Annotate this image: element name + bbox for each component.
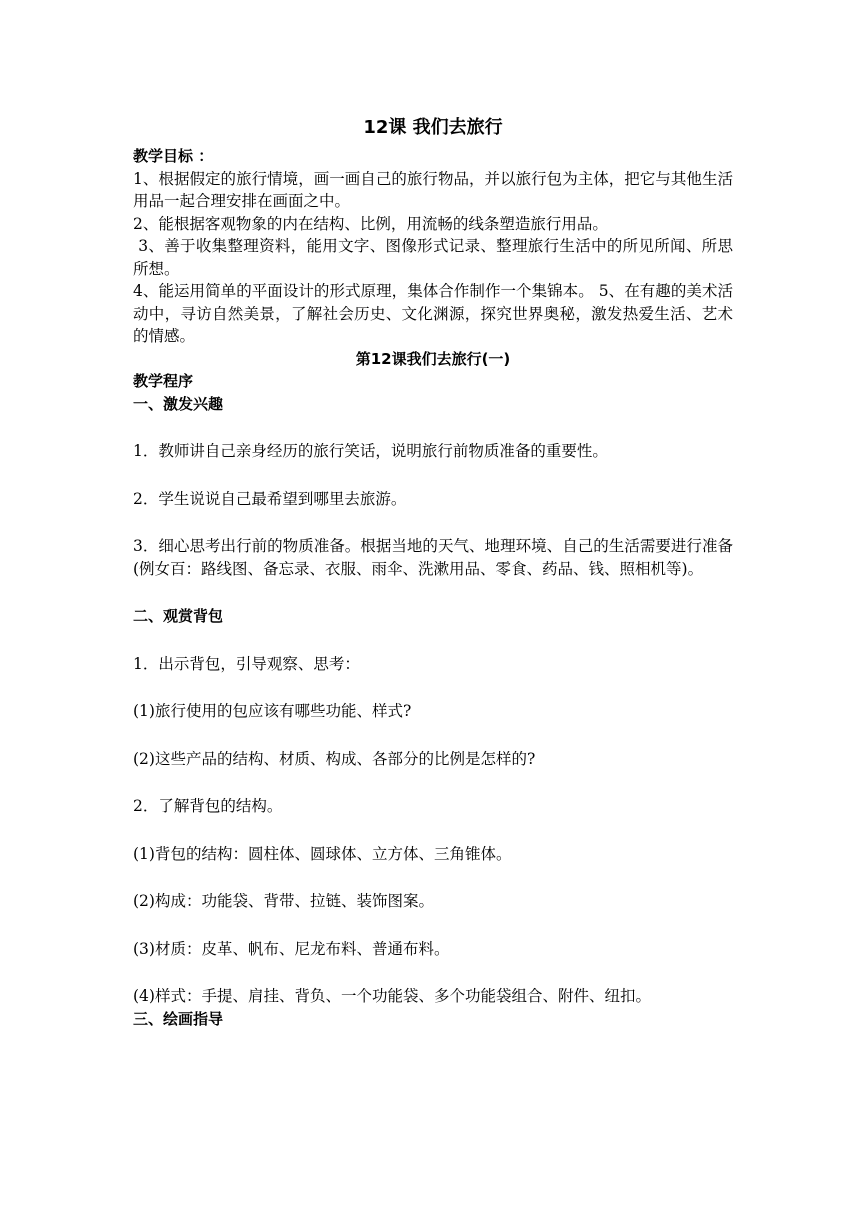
- list-item: 2．学生说说自己最希望到哪里去旅游。: [133, 489, 407, 508]
- section-heading: 三、绘画指导: [133, 1009, 224, 1028]
- list-item: 1．出示背包，引导观察、思考：: [133, 654, 360, 673]
- list-item: (1)旅行使用的包应该有哪些功能、样式?: [133, 702, 412, 720]
- list-item: (4)样式：手提、肩挂、背负、一个功能袋、多个功能袋组合、附件、纽扣。: [133, 987, 651, 1005]
- goal-item: 4、能运用简单的平面设计的形式原理，集体合作制作一个集锦本。 5、在有趣的美术活动中，寻访自然美景，了解社会历史、文化渊源，探究世界奥秘，激发热爱生活、艺术的情感。: [133, 282, 733, 345]
- list-item: 1．教师讲自己亲身经历的旅行笑话，说明旅行前物质准备的重要性。: [133, 442, 608, 460]
- procedure-heading: 教学程序: [133, 372, 194, 390]
- list-item: (1)背包的结构：圆柱体、圆球体、立方体、三角锥体。: [133, 844, 512, 863]
- list-item: (2)这些产品的结构、材质、构成、各部分的比例是怎样的?: [133, 749, 536, 768]
- lesson-subtitle: 第12课我们去旅行(一): [355, 349, 511, 368]
- goal-item: 2、能根据客观物象的内在结构、比例，用流畅的线条塑造旅行用品。: [133, 214, 608, 233]
- goal-item: 1、根据假定的旅行情境，画一画自己的旅行物品，并以旅行包为主体，把它与其他生活用品一起合理安排在画面之中。: [133, 169, 733, 210]
- goals-heading: 教学目标 ：: [133, 147, 214, 165]
- section-heading: 一、激发兴趣: [133, 394, 224, 413]
- list-item: (3)材质：皮革、帆布、尼龙布料、普通布料。: [133, 939, 450, 958]
- document-body: [133, 115, 733, 1030]
- list-item: 2．了解背包的结构。: [133, 797, 283, 815]
- page-title: 12课 我们去旅行: [363, 117, 503, 138]
- goal-item: 3、善于收集整理资料，能用文字、图像形式记录、整理旅行生活中的所见所闻、所思所想。: [133, 237, 733, 278]
- section-heading: 二、观赏背包: [133, 607, 224, 625]
- list-item: (2)构成：功能袋、背带、拉链、装饰图案。: [133, 892, 434, 910]
- list-item: 3．细心思考出行前的物质准备。根据当地的天气、地理环境、自己的生活需要进行准备(例女百：路线图、备忘录、衣服、雨伞、洗漱用品、零食、药品、钱、照相机等)。: [133, 537, 733, 578]
